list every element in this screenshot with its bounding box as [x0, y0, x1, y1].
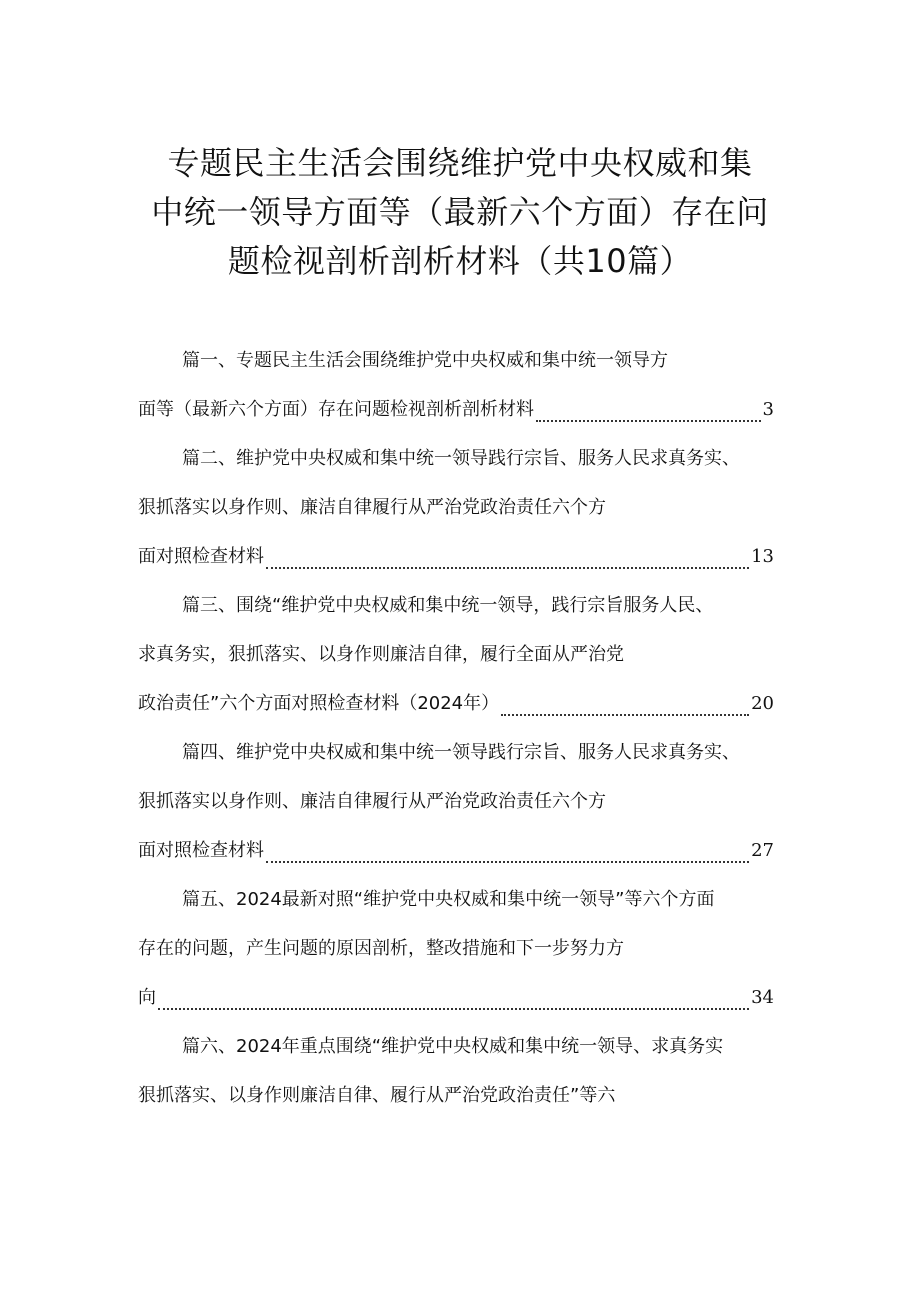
- toc-entry-line: [138, 826, 774, 875]
- toc-entry-line: [138, 924, 788, 973]
- toc-entry-line: [138, 679, 774, 728]
- toc-entry-text: 向: [138, 987, 156, 1008]
- document-title: [110, 139, 810, 286]
- toc-entry-line: [138, 336, 788, 385]
- toc-entry-line: [138, 385, 774, 434]
- toc-entry-line: [138, 777, 788, 826]
- toc-entry-text: 面对照检查材料: [138, 546, 264, 567]
- toc-entry-text: 存在的问题，产生问题的原因剖析，整改措施和下一步努力方: [138, 938, 624, 959]
- dot-leader: [501, 704, 749, 716]
- toc-entry-text: 篇二、维护党中央权威和集中统一领导践行宗旨、服务人民求真务实、: [182, 448, 740, 469]
- title-line-3: 题检视剖析剖析材料（共10篇）: [227, 242, 693, 281]
- toc-entry[interactable]: [138, 728, 788, 875]
- toc-entry-line: [138, 728, 788, 777]
- toc-entry[interactable]: [138, 875, 788, 1022]
- toc-entry[interactable]: [138, 581, 788, 728]
- toc-entry-text: 狠抓落实、以身作则廉洁自律、履行从严治党政治责任”等六: [138, 1085, 616, 1106]
- title-line-2: 中统一领导方面等（最新六个方面）存在问: [151, 193, 769, 232]
- toc-entry-text: 狠抓落实以身作则、廉洁自律履行从严治党政治责任六个方: [138, 791, 606, 812]
- toc-entry-line: [138, 483, 788, 532]
- toc-entry-line: [138, 434, 788, 483]
- toc-page-number: 34: [751, 987, 774, 1008]
- toc-page-number: 27: [751, 840, 774, 861]
- toc-entry-text: 篇四、维护党中央权威和集中统一领导践行宗旨、服务人民求真务实、: [182, 742, 740, 763]
- toc-entry-line: [138, 875, 788, 924]
- toc-entry[interactable]: [138, 336, 788, 434]
- dot-leader: [536, 410, 761, 422]
- toc-entry[interactable]: [138, 434, 788, 581]
- toc-entry-text: 篇五、2024最新对照“维护党中央权威和集中统一领导”等六个方面: [182, 889, 715, 910]
- toc-entry-line: [138, 630, 788, 679]
- toc-entry-line: [138, 973, 774, 1022]
- toc-entry-line: [138, 1071, 788, 1120]
- toc-entry-text: 求真务实，狠抓落实、以身作则廉洁自律，履行全面从严治党: [138, 644, 624, 665]
- toc-entry-text: 篇一、专题民主生活会围绕维护党中央权威和集中统一领导方: [182, 350, 668, 371]
- dot-leader: [158, 998, 749, 1010]
- dot-leader: [266, 851, 749, 863]
- toc-entry-text: 面对照检查材料: [138, 840, 264, 861]
- toc-entry-text: 面等（最新六个方面）存在问题检视剖析剖析材料: [138, 399, 534, 420]
- toc-entry-text: 政治责任”六个方面对照检查材料（2024年）: [138, 693, 500, 714]
- toc-entry-text: 篇六、2024年重点围绕“维护党中央权威和集中统一领导、求真务实: [182, 1036, 724, 1057]
- toc-entry-text: 狠抓落实以身作则、廉洁自律履行从严治党政治责任六个方: [138, 497, 606, 518]
- table-of-contents: [138, 336, 788, 1120]
- toc-entry-line: [138, 581, 788, 630]
- toc-entry[interactable]: [138, 1022, 788, 1120]
- toc-page-number: 20: [751, 693, 774, 714]
- toc-entry-text: 篇三、围绕“维护党中央权威和集中统一领导，践行宗旨服务人民、: [182, 595, 714, 616]
- toc-page-number: 13: [751, 546, 774, 567]
- toc-page-number: 3: [762, 399, 774, 420]
- dot-leader: [266, 557, 749, 569]
- title-line-1: 专题民主生活会围绕维护党中央权威和集: [167, 144, 753, 183]
- toc-entry-line: [138, 532, 774, 581]
- toc-entry-line: [138, 1022, 788, 1071]
